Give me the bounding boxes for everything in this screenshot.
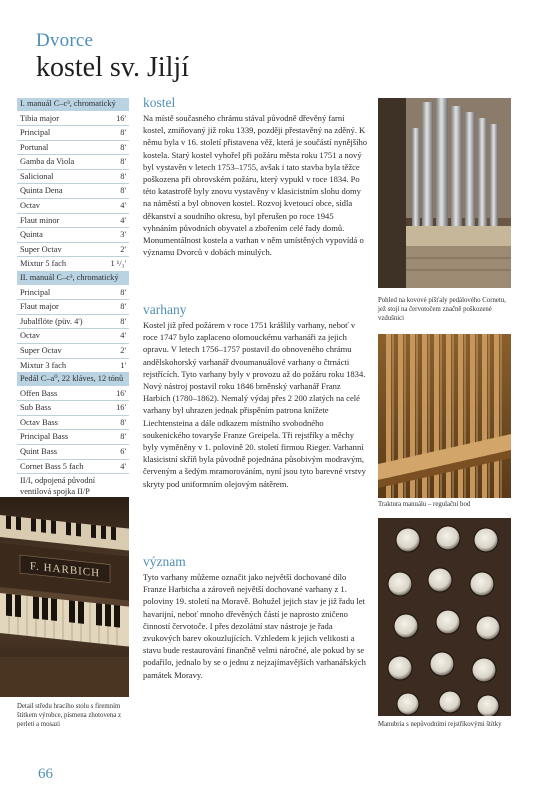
keyboard-photo <box>0 497 129 697</box>
stop-row <box>17 155 129 170</box>
section-varhany <box>143 303 368 490</box>
stop-name: Mixtur 3 fach <box>20 360 67 370</box>
organ-case-photo <box>378 98 511 288</box>
registration-table <box>17 98 129 499</box>
stop-row <box>17 199 129 214</box>
stop-name: Mixtur 5 fach <box>20 259 67 269</box>
kostel-text: Na místě současného chrámu stával původně dřevěný farní kostel, zmiňovaný již roku 1339, později přestavěný na zděný. K němu byla v 16. století přistavena věž, která je součástí nynějšího kostela. Starý kostel vyhořel při požáru města roku 1751 a nový byl vystavěn v letech 1753–1755, avšak i tato stavba byla těžce poškozena při obrovském požáru, který vypukl v roce 1834. Po této katastrofě byly znovu vystavěny v klasicistním slohu domy na náměstí a byl obnoven kostel. Rozvoj kvetoucí obce, sídla děkanství a soudního okresu, byl přerušen po roce 1945 vyhnáním původních obyvatel a zbořením celé řady domů. Monumentálnost kostela a varhan v něm umístěných vypovídá o významu Dvorců v dobách minulých. <box>143 113 368 258</box>
stop-name: Tibia major <box>20 113 60 123</box>
stop-name: Super Octav <box>20 345 62 355</box>
kostel-heading: kostel <box>143 95 176 110</box>
stop-name: Flaut minor <box>20 215 60 225</box>
stop-row <box>17 329 129 344</box>
keyboard-caption: Detail středu hracího stolu s firemním štítkem výrobce, písmena zhotovena z perleti a mosazi <box>17 703 121 728</box>
stop-row <box>17 344 129 359</box>
stop-pitch: 16' <box>116 113 126 123</box>
stop-pitch: 3' <box>120 230 126 240</box>
page-title: kostel sv. Jiljí <box>36 52 189 83</box>
stop-name: Principal <box>20 128 51 138</box>
stop-pitch: 8' <box>120 128 126 138</box>
stop-name: Principal Bass <box>20 432 69 442</box>
stop-row <box>17 228 129 243</box>
manual-1-heading: I. manuál C–c³, chromatický <box>17 98 129 112</box>
section-kicker: Dvorce <box>36 30 94 51</box>
stop-row <box>17 286 129 301</box>
stop-name: Principal <box>20 287 51 297</box>
stop-pitch: 4' <box>120 331 126 341</box>
section-vyznam <box>143 555 368 681</box>
stop-pitch: 8' <box>120 316 126 326</box>
stop-pitch: 8' <box>120 417 126 427</box>
stop-knobs-photo <box>378 518 511 716</box>
stop-name: Offen Bass <box>20 388 58 398</box>
varhany-heading: varhany <box>143 302 187 317</box>
stop-name: Jubalflöte (püv. 4') <box>20 316 83 326</box>
stop-row <box>17 300 129 315</box>
stop-row <box>17 184 129 199</box>
pedal-heading: Pedál C–a⁰, 22 kláves, 12 tónů <box>17 373 129 387</box>
stop-pitch: 1 ¹/₃' <box>110 259 126 269</box>
stop-name: Quinta <box>20 230 43 240</box>
stop-name: Cornet Bass 5 fach <box>20 461 84 471</box>
stop-pitch: 8' <box>120 432 126 442</box>
stop-pitch: 4' <box>120 201 126 211</box>
stop-pitch: 8' <box>120 287 126 297</box>
stop-row <box>17 243 129 258</box>
stop-row <box>17 170 129 185</box>
stop-name: Salicional <box>20 171 54 181</box>
stop-pitch: 8' <box>120 186 126 196</box>
stop-row <box>17 460 129 475</box>
stop-row <box>17 416 129 431</box>
stop-name: Octav <box>20 331 40 341</box>
stop-pitch: 4' <box>120 215 126 225</box>
stop-pitch: 1' <box>120 360 126 370</box>
organ-case-caption: Pohled na kovové píšťaly pedálového Cornetu, jež stojí na červotočem značně poškozené vzdušnici <box>378 297 506 322</box>
stop-row <box>17 445 129 460</box>
stop-name: Gamba da Viola <box>20 157 75 167</box>
stop-row <box>17 359 129 374</box>
stop-name: Super Octav <box>20 244 62 254</box>
stop-row <box>17 430 129 445</box>
stop-name: Portunal <box>20 142 49 152</box>
vyznam-heading: význam <box>143 554 186 569</box>
stop-name: Flaut major <box>20 302 59 312</box>
stop-pitch: 2' <box>120 345 126 355</box>
stop-row <box>17 387 129 402</box>
stop-row <box>17 112 129 127</box>
manual-2-heading: II. manuál C–c³, chromatický <box>17 272 129 286</box>
tracker-caption: Traktura manuálu – regulační bod <box>378 501 471 508</box>
stop-name: Quinta Dena <box>20 186 63 196</box>
stop-pitch: 2' <box>120 244 126 254</box>
stop-pitch: 8' <box>120 171 126 181</box>
maker-plate-text: F. HARBICH <box>29 560 101 580</box>
stop-pitch: 4' <box>120 461 126 471</box>
stop-row <box>17 141 129 156</box>
stop-row <box>17 315 129 330</box>
stop-name: Quint Bass <box>20 446 57 456</box>
stop-pitch: 8' <box>120 142 126 152</box>
coupler-note: II/I, odpojená původní ventilová spojka II/P <box>20 476 96 496</box>
vyznam-text: Tyto varhany můžeme označit jako největší dochované dílo Franze Harbicha a zároveň největší dochované varhany z 1. poloviny 19. století na Moravě. Bohužel jejich stav je již řadu let havarijní, neboť mnoho dřevěných částí je naprosto zničeno činností červotoče. I přes dezolátní stav nástroje je řada zvukových barev okouzlujících. Vzhledem k jejich velikosti a stavu bude restaurování finančně velmi náročné, ale pokud by se podařilo, jednalo by se o jednu z nejzajímavějších varhanářských památek Moravy. <box>143 572 366 680</box>
stop-row <box>17 257 129 272</box>
stop-row <box>17 401 129 416</box>
stop-name: Octav Bass <box>20 417 58 427</box>
stop-row <box>17 126 129 141</box>
varhany-text: Kostel již před požárem v roce 1751 krášlily varhany, neboť v roce 1747 bylo zaplaceno olomouckému varhanáři za jejich opravu. V letech 1756–1757 postavil do obnoveného chrámu andělskohorský varhanář dvoumanuálové varhany o čtrnácti rejstřících. Tyto varhany byly v provozu až do požáru roku 1834. Nový nástroj postavil roku 1846 brněnský varhanář Franz Harbich (1780–1862). Nemalý výdaj přes 2 200 zlatých na celé varhany byl uhrazen jednak přispěním patrona knížete Liechtensteina a dále odkazem místního svobodného soukenického tovaryše Franze Greipela. Tři rejstříky a měchy byly vyměněny v 1. polovině 20. století firmou Rieger. Varhanní klasicistní skříň byla původně pojednána působivým modravým, červeným a šedým mramorováním, nyní jsou tyto barevné vrstvy skryty pod uniformním olejovým nátěrem. <box>143 320 366 489</box>
stop-pitch: 8' <box>120 157 126 167</box>
stop-name: Sub Bass <box>20 403 51 413</box>
page-number: 66 <box>38 766 53 782</box>
stop-pitch: 16' <box>116 403 126 413</box>
stop-knobs-caption: Manubria s nepůvodními rejstříkovými štítky <box>378 721 502 728</box>
stop-pitch: 6' <box>120 446 126 456</box>
stop-pitch: 8' <box>120 302 126 312</box>
stop-name: Octav <box>20 201 40 211</box>
section-kostel <box>143 96 368 258</box>
tracker-photo <box>378 334 511 498</box>
stop-row <box>17 214 129 229</box>
stop-pitch: 16' <box>116 388 126 398</box>
